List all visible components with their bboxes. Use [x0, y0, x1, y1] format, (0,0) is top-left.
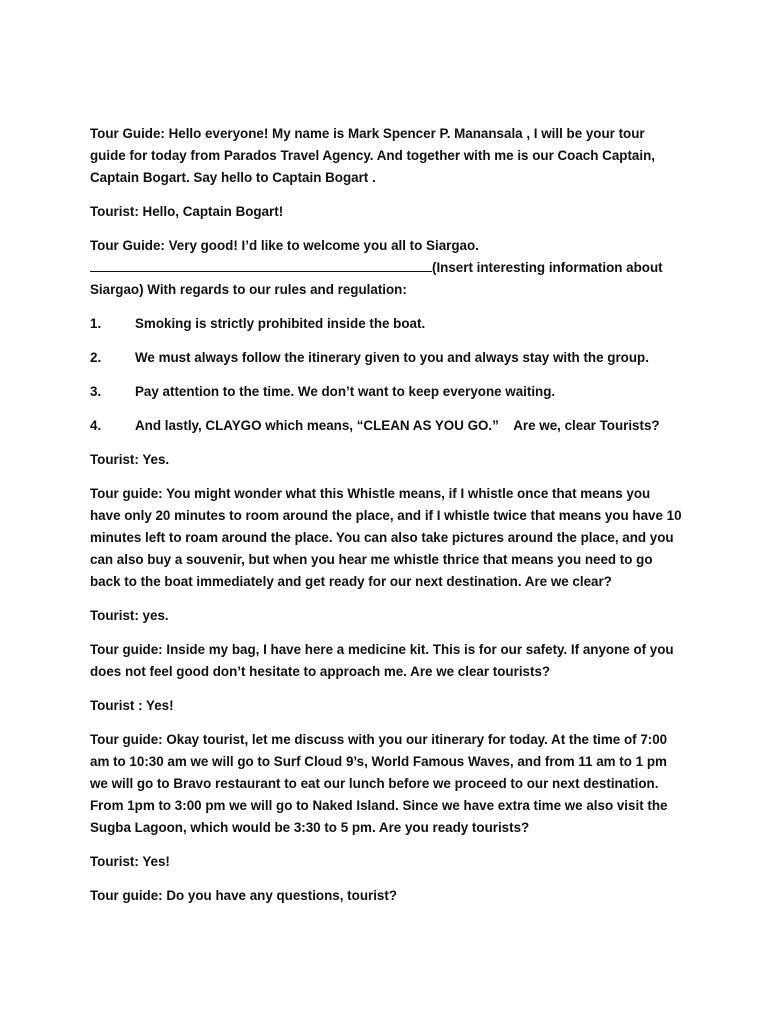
rule-text: Pay attention to the time. We don’t want to keep everyone waiting.	[135, 384, 556, 399]
document-page	[90, 123, 682, 919]
paragraph-tourist-yes-exclaim: Tourist : Yes!	[90, 698, 174, 713]
rule-text: And lastly, CLAYGO which means, “CLEAN AS YOU GO.” Are we, clear Tourists?	[135, 418, 660, 433]
rule-number: 3.	[90, 384, 102, 399]
welcome-first-line: Tour Guide: Very good! I’d like to welcome you all to Siargao.	[90, 238, 479, 253]
paragraph-medicine-kit: Tour guide: Inside my bag, I have here a medicine kit. This is for our safety. If anyone of you does not feel good don’t hesitate to approach me. Are we clear tourists?	[90, 642, 674, 679]
welcome-after-blank: (Insert interesting information about Siargao) With regards to our rules and regulation:	[90, 260, 663, 297]
rule-item-2	[90, 347, 682, 369]
rule-item-3	[90, 381, 682, 403]
rule-text: Smoking is strictly prohibited inside the boat.	[135, 316, 426, 331]
rule-number: 4.	[90, 418, 102, 433]
rule-number: 1.	[90, 316, 102, 331]
rule-text: We must always follow the itinerary given to you and always stay with the group.	[135, 350, 649, 365]
paragraph-tourist-yes-lower: Tourist: yes.	[90, 608, 169, 623]
paragraph-tourist-hello: Tourist: Hello, Captain Bogart!	[90, 204, 284, 219]
rule-number: 2.	[90, 350, 102, 365]
paragraph-guide-intro: Tour Guide: Hello everyone! My name is Mark Spencer P. Manansala , I will be your tour guide for today from Parados Travel Agency. And together with me is our Coach Captain, Captain Bogart. Say hello to Captain Bogart .	[90, 126, 655, 185]
fill-in-blank-line	[90, 257, 432, 272]
paragraph-itinerary: Tour guide: Okay tourist, let me discuss with you our itinerary for today. At the time of 7:00 am to 10:30 am we will go to Surf Cloud 9’s, World Famous Waves, and from 11 am to 1 pm we will go to Bravo restaurant to eat our lunch before we proceed to our next destination. From 1pm to 3:00 pm we will go to Naked Island. Since we have extra time we also visit the Sugba Lagoon, which would be 3:30 to 5 pm. Are you ready tourists?	[90, 732, 668, 835]
paragraph-questions: Tour guide: Do you have any questions, tourist?	[90, 888, 398, 903]
rule-item-1	[90, 313, 682, 335]
paragraph-whistle: Tour guide: You might wonder what this Whistle means, if I whistle once that means you have only 20 minutes to room around the place, and if I whistle twice that means you have 10 minutes left to roam around the place. You can also take pictures around the place, and you can also buy a souvenir, but when you hear me whistle thrice that means you need to go back to the boat immediately and get ready for our next destination. Are we clear?	[90, 486, 682, 589]
paragraph-welcome	[90, 235, 682, 301]
rule-item-4	[90, 415, 682, 437]
paragraph-tourist-ready: Tourist: Yes!	[90, 854, 170, 869]
paragraph-tourist-yes: Tourist: Yes.	[90, 452, 170, 467]
